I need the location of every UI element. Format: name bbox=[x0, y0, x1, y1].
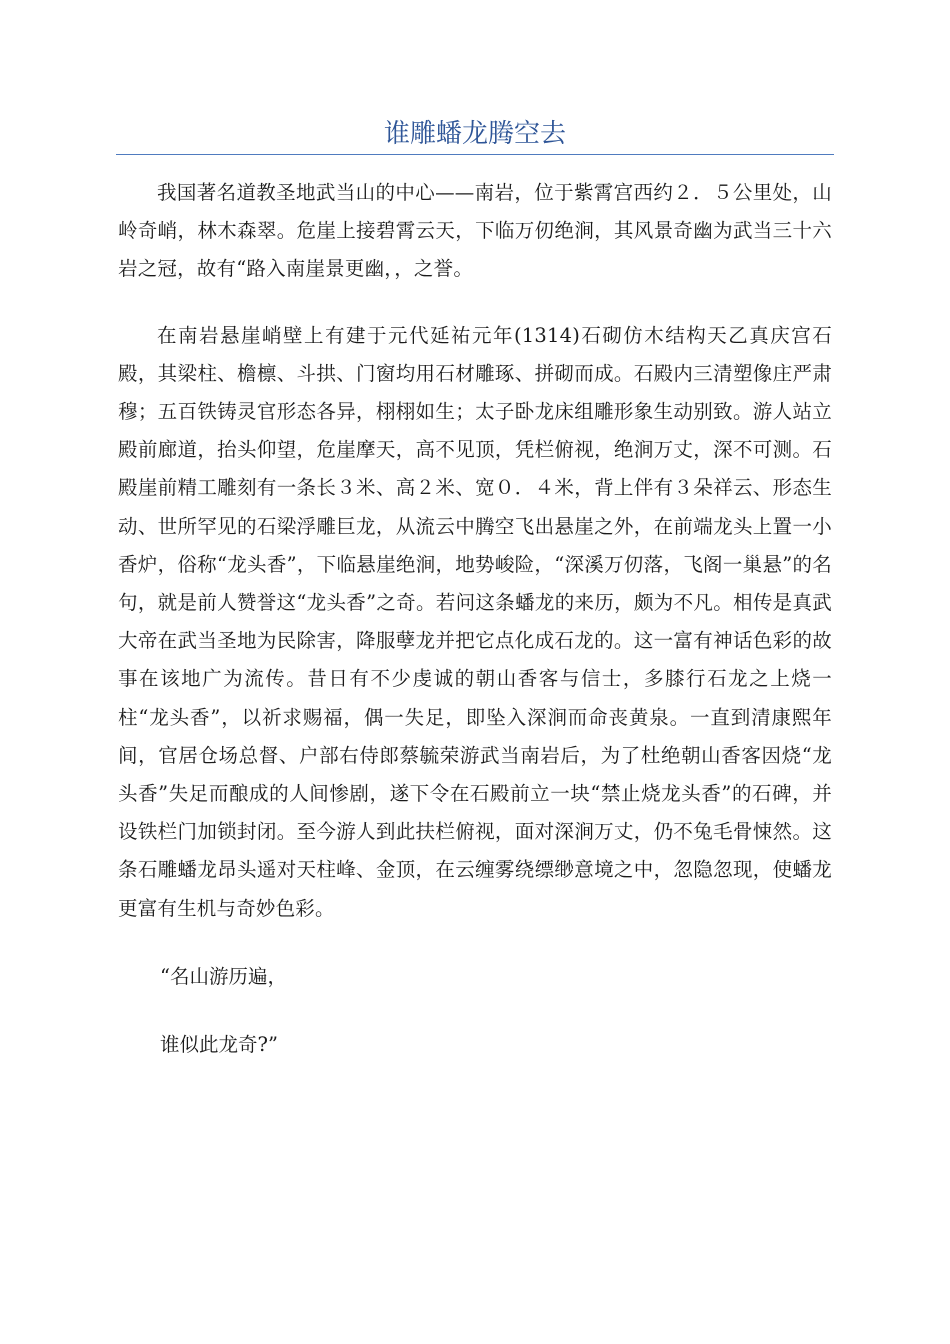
poem-line-2: 谁似此龙奇?” bbox=[160, 1032, 278, 1056]
paragraph-main: 在南岩悬崖峭壁上有建于元代延祐元年(1314)石砌仿木结构天乙真庆宫石殿，其梁柱、檐檩、斗拱、门窗均用石材雕琢、拼砌而成。石殿内三清塑像庄严肃穆；五百铁铸灵官形态各异，栩栩如生；太子卧龙床组雕形象生动别致。游人站立殿前廊道，抬头仰望，危崖摩天，高不见顶，凭栏俯视，绝涧万丈，深不可测。石殿崖前精工雕刻有一条长３米、高２米、宽０．４米，背上伴有３朵祥云、形态生动、世所罕见的石梁浮雕巨龙，从流云中腾空飞出悬崖之外，在前端龙头上置一小香炉，俗称“龙头香”，下临悬崖绝涧，地势峻险，“深溪万仞落，飞阁一巢悬”的名句，就是前人赞誉这“龙头香”之奇。若问这条蟠龙的来历，颇为不凡。相传是真武大帝在武当圣地为民除害，降服孽龙并把它点化成石龙的。这一富有神话色彩的故事在该地广为流传。昔日有不少虔诚的朝山香客与信士，多膝行石龙之上烧一柱“龙头香”，以祈求赐福，偶一失足，即坠入深涧而命丧黄泉。一直到清康熙年间，官居仓场总督、户部右侍郎蔡毓荣游武当南岩后，为了杜绝朝山香客因烧“龙头香”失足而酿成的人间惨剧，遂下令在石殿前立一块“禁止烧龙头香”的石碑，并设铁栏门加锁封闭。至今游人到此扶栏俯视，面对深涧万丈，仍不兔毛骨悚然。这条石雕蟠龙昂头遥对天柱峰、金顶，在云缠雾绕缥缈意境之中，忽隐忽现，使蟠龙更富有生机与奇妙色彩。 bbox=[118, 323, 832, 920]
poem-line-1: “名山游历遍， bbox=[160, 964, 287, 988]
title-underline bbox=[116, 154, 834, 155]
document-title: 谁雕蟠龙腾空去 bbox=[383, 119, 566, 149]
paragraph-intro: 我国著名道教圣地武当山的中心——南岩，位于紫霄宫西约２．５公里处，山岭奇峭，林木森翠。危崖上接碧霄云天，下临万仞绝涧，其风景奇幽为武当三十六岩之冠，故有“路入南崖景更幽，，之誉。 bbox=[118, 181, 832, 281]
document-body bbox=[118, 174, 832, 1064]
